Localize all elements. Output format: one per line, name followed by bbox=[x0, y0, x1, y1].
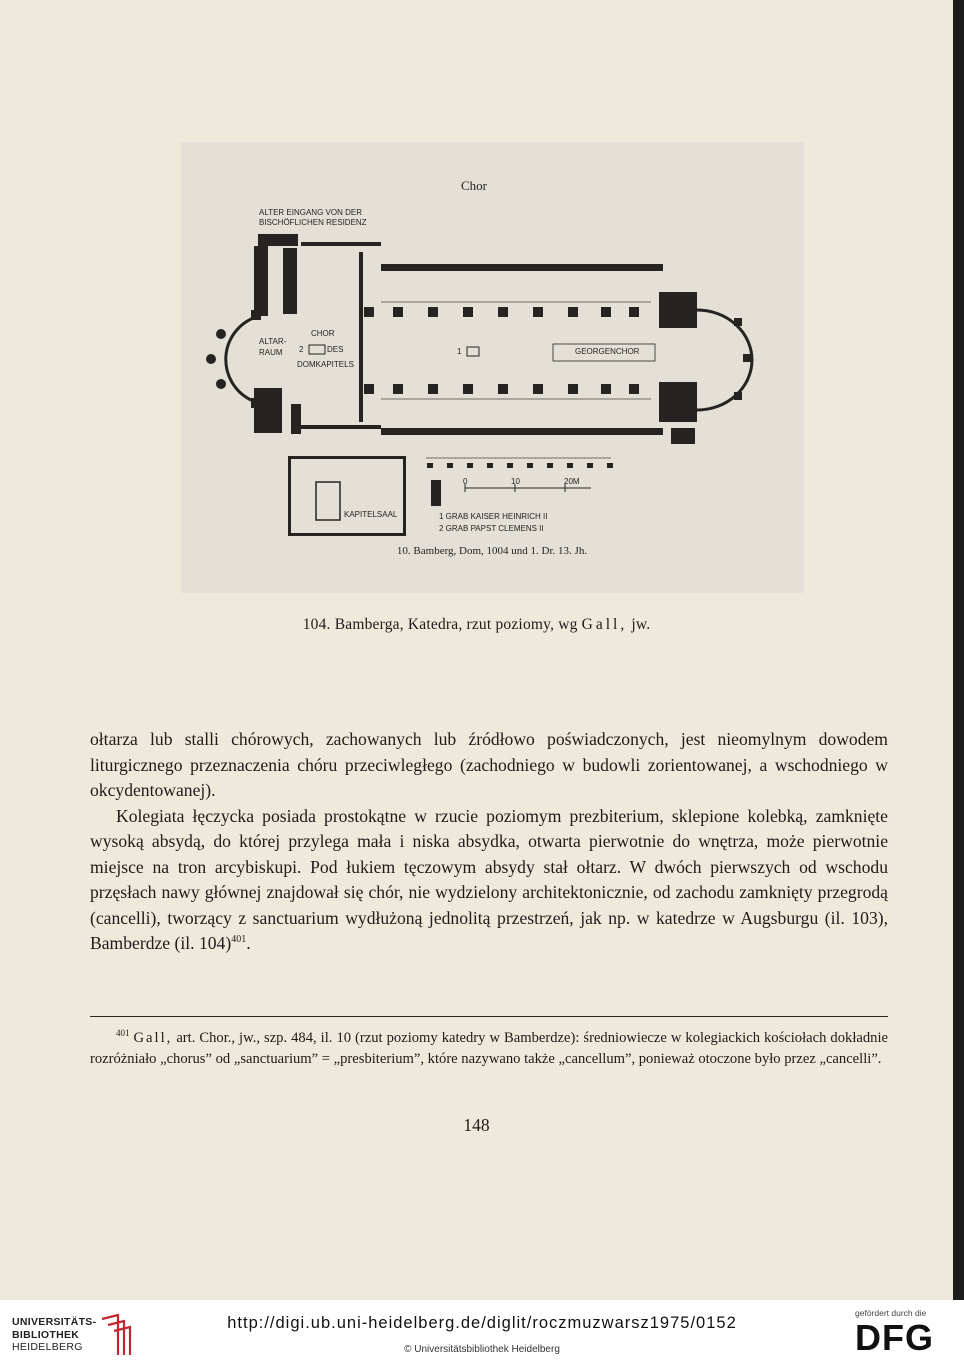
plan-label-entrance-2: BISCHÖFLICHEN RESIDENZ bbox=[259, 218, 367, 227]
figure-caption bbox=[0, 616, 953, 634]
footnote-number: 401 bbox=[116, 1028, 130, 1039]
plan-label-kapitelsaal: KAPITELSAAL bbox=[344, 510, 398, 519]
plan-label-scale-20: 20M bbox=[564, 477, 580, 486]
plan-label-num-1: 1 bbox=[457, 347, 462, 356]
caption-number: 104. bbox=[302, 616, 331, 633]
plan-label-num-2: 2 bbox=[299, 345, 304, 354]
floor-plan-drawing bbox=[181, 142, 804, 593]
page-number: 148 bbox=[463, 1115, 490, 1135]
plan-label-altar-1: ALTAR- bbox=[259, 337, 287, 346]
plan-label-chor-2: DES bbox=[327, 345, 344, 354]
plan-label-scale-10: 10 bbox=[511, 477, 520, 486]
ub-line-1: UNIVERSITÄTS- bbox=[12, 1316, 97, 1328]
paragraph-2-end: . bbox=[246, 933, 251, 953]
dfg-logo: DFG bbox=[855, 1317, 934, 1358]
plan-bottom-caption: 10. Bamberg, Dom, 1004 und 1. Dr. 13. Jh. bbox=[396, 545, 588, 557]
footnote-401 bbox=[90, 1028, 888, 1070]
body-text bbox=[90, 727, 888, 957]
footnote-author: Gall, bbox=[133, 1030, 173, 1046]
plan-label-scale-0: 0 bbox=[463, 477, 468, 486]
footnote-text: art. Chor., jw., szp. 484, il. 10 (rzut poziomy katedry w Bamberdze): średniowiecze w kolegiackich kościołach dokładnie rozróżniało „chorus” od „sanctuarium” = „presbiterium”, które nazywano także „cancellum”, ponieważ otoczone było przez „cancelli”. bbox=[90, 1030, 888, 1067]
plan-label-legend-1: 1 GRAB KAISER HEINRICH II bbox=[439, 512, 548, 521]
ub-line-3: HEIDELBERG bbox=[12, 1341, 83, 1353]
paragraph-2 bbox=[90, 804, 888, 957]
plan-label-chor-3: DOMKAPITELS bbox=[297, 360, 354, 369]
footnote-rule bbox=[90, 1016, 888, 1017]
plan-label-altar-2: RAUM bbox=[259, 348, 283, 357]
plan-label-chor-1: CHOR bbox=[311, 329, 335, 338]
ub-line-2: BIBLIOTHEK bbox=[12, 1328, 80, 1341]
caption-author: Gall, bbox=[581, 616, 628, 633]
digitization-footer bbox=[0, 1300, 964, 1368]
paragraph-2-text: Kolegiata łęczycka posiada prostokątne w rzucie poziomym prezbiterium, sklepione kolebką, zamknięte wysoką absydą, do której przylega mała i niska absydka, otwarta pierwotnie do wnętrza, może pierwotnie miejsce na tron arcybiskupi. Pod łukiem tęczowym absydy stał ołtarz. W dwóch pierwszych od wschodu przęsłach nawy głównej znajdował się chór, nie wydzielony architektonicznie, od zachodu zamknięty przegrodą (cancelli), tworzący z sanctuarium wydłużoną jednolitą przestrzeń, jak np. w katedrze w Augsburgu (il. 103), Bamberdze (il. 104) bbox=[90, 805, 888, 953]
caption-suffix: jw. bbox=[631, 616, 651, 633]
copyright-notice: © Universitätsbibliothek Heidelberg bbox=[404, 1344, 560, 1355]
scan-edge bbox=[953, 0, 964, 1300]
plan-label-entrance-1: ALTER EINGANG VON DER bbox=[259, 208, 362, 217]
caption-text: Bamberga, Katedra, rzut poziomy, wg bbox=[334, 616, 578, 633]
paragraph-1: ołtarza lub stalli chórowych, zachowanych lub źródłowo poświadczonych, jest nieomylnym dowodem liturgicznego przeznaczenia chóru przeciwległego (zachodniego w budowli zorientowanej, a wschodniego w okcydentowanej). bbox=[90, 729, 888, 800]
permalink-url[interactable]: http://digi.ub.uni-heidelberg.de/diglit/roczmuzwarsz1975/0152 bbox=[227, 1314, 737, 1332]
floor-plan-figure bbox=[181, 142, 804, 593]
dfg-funding-note: gefördert durch die bbox=[855, 1308, 927, 1318]
plan-label-legend-2: 2 GRAB PAPST CLEMENS II bbox=[439, 524, 544, 533]
plan-label-georgenchor: GEORGENCHOR bbox=[575, 347, 640, 356]
footnote-ref-401: 401 bbox=[231, 934, 247, 946]
plan-label-chor: Chor bbox=[461, 178, 487, 193]
